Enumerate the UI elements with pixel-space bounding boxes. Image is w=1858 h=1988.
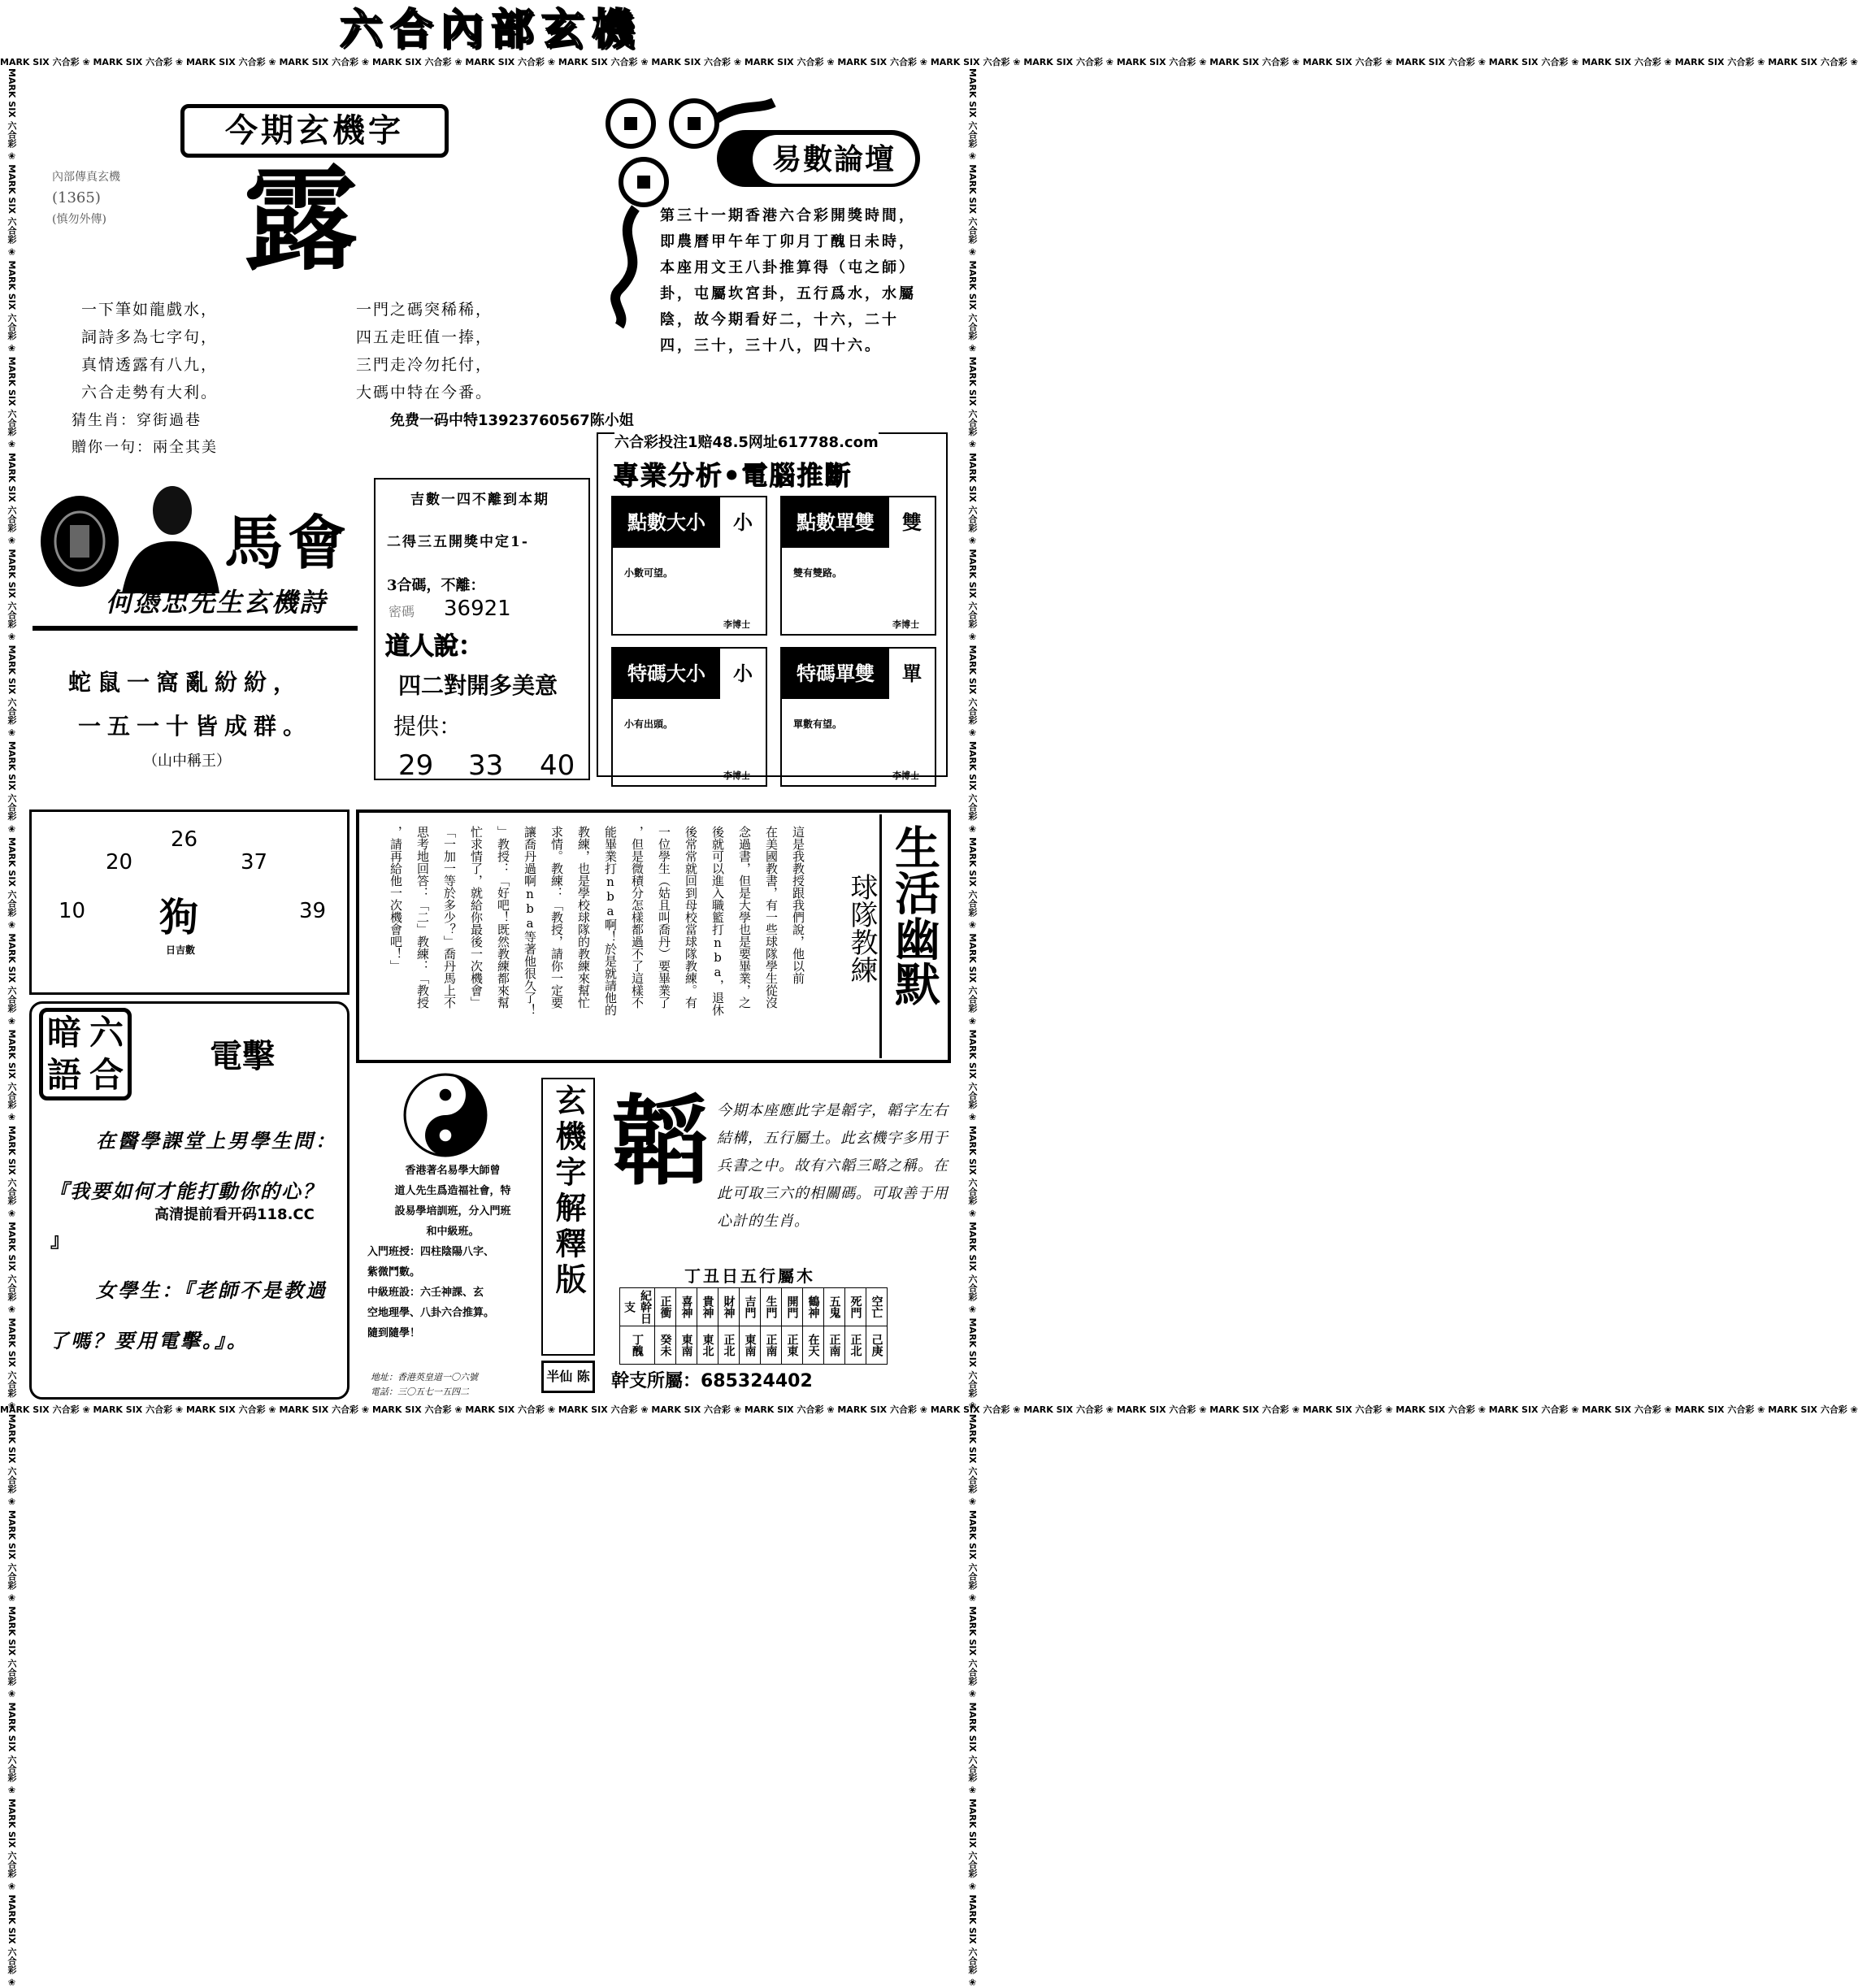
- table-title: 丁丑日五行屬木: [684, 1266, 815, 1286]
- humor-column: 」教授：「好吧！既然教練都來幫: [496, 826, 510, 1009]
- middle-line3: 3合碼，不離：: [387, 577, 485, 594]
- middle-dao-title: 道人說：: [385, 632, 483, 661]
- master-line: 道人先生爲造福社會，特: [394, 1185, 511, 1197]
- humor-column: 讓喬丹過啊nba等著他很久了！: [523, 826, 537, 1016]
- dog-number: 39: [299, 899, 327, 923]
- table-row: [620, 1288, 888, 1326]
- joke-badge-char: 六: [89, 1013, 124, 1053]
- humor-column: 忙求情了，就給你最後一次機會」: [469, 826, 484, 1009]
- humor-column: 在美國教書，有一些球隊學生從沒: [764, 826, 779, 1009]
- table-cell: 在天: [803, 1326, 824, 1365]
- table-cell: 己庚: [866, 1326, 888, 1365]
- table-row: [620, 1326, 888, 1365]
- poem-left: [81, 296, 293, 406]
- poem-line: 真情透露有八九，: [81, 356, 219, 374]
- master-line: 紫微鬥數。: [367, 1266, 421, 1278]
- humor-column: ，請再給他一次機會吧！」: [389, 826, 403, 972]
- dog-number: 37: [241, 850, 268, 875]
- mahui-title: 馬會: [224, 508, 352, 577]
- analysis-cell-value: 小: [733, 662, 753, 685]
- yin-yang-icon: [403, 1073, 488, 1157]
- dog-char: 狗: [159, 895, 199, 940]
- joke-line5: 了嗎？要用電擊。』。: [49, 1329, 249, 1352]
- middle-number: 33: [468, 749, 504, 782]
- analysis-cell-desc: 雙有雙路。: [793, 567, 843, 579]
- table-cell: 東北: [697, 1326, 718, 1365]
- humor-column: 「一加一等於多少？」喬丹馬上不: [442, 826, 457, 1009]
- dog-number: 20: [106, 850, 133, 875]
- table-cell: 癸未: [655, 1326, 676, 1365]
- master-line: 設易學培訓班，分入門班: [394, 1205, 511, 1218]
- middle-line2: 二得三五開獎中定1-: [387, 534, 529, 550]
- table-cell: 喜神: [676, 1288, 697, 1326]
- middle-number: 40: [540, 749, 575, 782]
- analysis-cell-author: 李博士: [892, 619, 919, 630]
- master-addr: 地址：香港英皇道一〇六號: [371, 1372, 478, 1382]
- analysis-cell-label: 點數單雙: [782, 497, 889, 548]
- guess-gift: 贈你一句：兩全其美: [72, 439, 218, 456]
- table-cell: 正衝: [655, 1288, 676, 1326]
- humor-column: 念過書，但是大學也是要畢業，之: [737, 826, 752, 1009]
- mahui-bar: [33, 626, 358, 631]
- xuanji-banner: 今期玄機字: [180, 104, 449, 158]
- table-cell: 吉門: [740, 1288, 761, 1326]
- analysis-cell-desc: 小有出頭。: [624, 718, 674, 730]
- humor-text: [374, 826, 810, 1058]
- joke-badge-char: 合: [89, 1055, 124, 1095]
- analysis-cell-author: 李博士: [723, 770, 750, 781]
- poem-right: [356, 296, 567, 406]
- humor-column: 思考地回答：「二」教練：「教授: [415, 826, 430, 1009]
- humor-column: ，但是微積分怎樣都過不了這樣不: [630, 826, 645, 1009]
- joke-badge-char: 語: [46, 1055, 81, 1095]
- analysis-title: 專業分析•電腦推斷: [613, 460, 853, 491]
- humor-column: 後就可以進入職籃打nba，退休: [710, 826, 725, 1016]
- analysis-cell-value: 單: [902, 662, 922, 685]
- table-cell: 死門: [845, 1288, 866, 1326]
- table-cell: 生門: [761, 1288, 782, 1326]
- joke-line3: 』: [50, 1228, 70, 1252]
- analysis-cell-label: 特碼單雙: [782, 649, 889, 699]
- analysis-cell: [611, 647, 767, 787]
- poem-line: 大碼中特在今番。: [356, 384, 493, 402]
- table-cell: 丁醜: [620, 1326, 655, 1365]
- master-line: 隨到隨學！: [367, 1327, 421, 1339]
- yishu-text: 第三十一期香港六合彩開獎時間，即農曆甲午年丁卯月丁醜日未時，本座用文王八卦推算得（屯之師）卦，屯屬坎宮卦，五行爲水，水屬陰，故今期看好二，十六，二十四，三十，三十八，四十六。: [660, 207, 916, 354]
- page-title: 六合內部玄機: [339, 5, 642, 54]
- humor-column: 後常常就回到母校當球隊教練。有: [684, 826, 698, 1009]
- dog-number: 10: [59, 899, 86, 923]
- table-cell: 正南: [824, 1326, 845, 1365]
- explain-text: 今期本座應此字是韜字，韜字左右結構，五行屬土。此玄機字多用于兵書之中。故有六韜三略之稱。在此可取三六的相關碼。可取善于用心計的生肖。: [717, 1102, 949, 1230]
- analysis-cell-value: 小: [733, 510, 753, 534]
- middle-code: 36921: [444, 597, 511, 621]
- table-cell: 鶴神: [803, 1288, 824, 1326]
- table-cell: 五鬼: [824, 1288, 845, 1326]
- master-phone: 電話：三〇五七一五四二: [371, 1387, 469, 1397]
- dog-number: 26: [171, 827, 198, 852]
- analysis-cell-author: 李博士: [892, 770, 919, 781]
- portrait-icon: [122, 480, 219, 593]
- table-cell: 正北: [845, 1326, 866, 1365]
- xuanji-note-line: (1365): [52, 189, 101, 206]
- table-footer: 幹支所屬：685324402: [611, 1371, 813, 1391]
- master-text: [367, 1161, 538, 1343]
- table-cell: 紀幹日支: [620, 1288, 655, 1326]
- analysis-cell-desc: 單數有望。: [793, 718, 843, 730]
- master-line: 中級班設：六壬神課、玄: [367, 1287, 484, 1299]
- master-line: 空地理學、八卦六合推算。: [367, 1307, 495, 1319]
- emblem-icon: [39, 493, 120, 590]
- xuanji-note: [52, 167, 182, 240]
- humor-section: 生活幽默: [888, 824, 941, 1006]
- analysis-cell: [611, 496, 767, 636]
- joke-title: 電擊: [210, 1037, 275, 1075]
- middle-provide: 提供：: [393, 713, 462, 740]
- master-line: 香港著名易學大師曾: [405, 1165, 501, 1177]
- humor-column: 能畢業打nba啊！於是就請他的: [603, 826, 618, 1016]
- explain-char: 韜: [611, 1084, 709, 1199]
- joke-line4: 女學生：『老師不是教過: [96, 1278, 328, 1302]
- middle-code-label: 密碼: [389, 604, 415, 619]
- analysis-cell-value: 雙: [902, 510, 922, 534]
- table-cell: 正北: [718, 1326, 740, 1365]
- xuanji-char: 露: [243, 154, 358, 287]
- humor-column: 這是我教授跟我們說，他以前: [791, 826, 805, 984]
- yishu-title: 易數論壇: [753, 135, 915, 184]
- analysis-cell: [780, 647, 936, 787]
- humor-column: 求情。教練：「教授，請你一定要: [549, 826, 564, 1009]
- promo-phone: 免费一码中特13923760567陈小姐: [390, 412, 634, 429]
- joke-line1: 在醫學課堂上男學生問：: [96, 1129, 337, 1152]
- master-line: 和中級班。: [426, 1226, 480, 1238]
- almanac-table: [619, 1287, 888, 1365]
- poem-line: 四五走旺值一捧，: [356, 328, 493, 346]
- right-border-strip: MARK SIX 六合彩 ❀ MARK SIX 六合彩 ❀ MARK SIX 六合彩 ❀ MARK SIX 六合彩 ❀ MARK SIX 六合彩 ❀ MARK SIX 六合彩 ❀ MARK SIX 六合彩 ❀ MARK SIX 六合彩 ❀ MARK SIX 六合彩 ❀ MARK SIX 六合彩 ❀ MARK SIX 六合彩 ❀ MARK SIX 六合彩 ❀ MARK SIX 六合彩 ❀ MARK SIX 六合彩 ❀ MARK SIX 六合彩 ❀ MARK SIX 六合彩 ❀ MARK SIX 六合彩 ❀ MARK SIX 六合彩 ❀ MARK SIX 六合彩 ❀ MARK SIX 六合彩 ❀: [967, 68, 978, 1988]
- middle-number: 29: [398, 749, 434, 782]
- table-cell: 東南: [676, 1326, 697, 1365]
- poem-line: 一門之碼突稀稀，: [356, 301, 493, 319]
- joke-badge: [39, 1008, 132, 1100]
- humor-title: 球隊教練: [845, 873, 878, 983]
- joke-badge-char: 暗: [46, 1013, 81, 1053]
- dog-caption: 日吉數: [166, 944, 196, 956]
- poem-line: 三門走冷勿托付，: [356, 356, 493, 374]
- joke-line2: 『我要如何才能打動你的心？: [49, 1179, 323, 1203]
- master-line: 入門班授：四柱陰陽八字、: [367, 1246, 495, 1258]
- poem-line: 一下筆如龍戲水，: [81, 301, 219, 319]
- bottom-border-strip: MARK SIX 六合彩 ❀ MARK SIX 六合彩 ❀ MARK SIX 六合彩 ❀ MARK SIX 六合彩 ❀ MARK SIX 六合彩 ❀ MARK SIX 六合彩 ❀ MARK SIX 六合彩 ❀ MARK SIX 六合彩 ❀ MARK SIX 六合彩 ❀ MARK SIX 六合彩 ❀ MARK SIX 六合彩 ❀ MARK SIX 六合彩 ❀ MARK SIX 六合彩 ❀ MARK SIX 六合彩 ❀ MARK SIX 六合彩 ❀ MARK SIX 六合彩 ❀ MARK SIX 六合彩 ❀ MARK SIX 六合彩 ❀ MARK SIX 六合彩 ❀ MARK SIX 六合彩 ❀: [0, 1404, 1858, 1415]
- table-cell: 開門: [782, 1288, 803, 1326]
- mahui-credit: （山中稱王）: [143, 753, 231, 770]
- promo-url: 六合彩投注1赔48.5网址617788.com: [614, 431, 879, 452]
- humor-column: 一位學生（姑且叫喬丹）要畢業了: [657, 826, 671, 1009]
- mahui-subtitle: 何憑忠先生玄機詩: [106, 587, 328, 618]
- analysis-cell-label: 特碼大小: [613, 649, 720, 699]
- table-cell: 貴神: [697, 1288, 718, 1326]
- table-cell: 正南: [761, 1326, 782, 1365]
- xuanji-note-line: 內部傳真玄機: [52, 171, 120, 184]
- guess-zodiac: 猜生肖：穿街過巷: [72, 412, 202, 429]
- mahui-poem-line: 一五一十皆成群。: [78, 713, 313, 740]
- table-cell: 空亡: [866, 1288, 888, 1326]
- top-border-strip: MARK SIX 六合彩 ❀ MARK SIX 六合彩 ❀ MARK SIX 六合彩 ❀ MARK SIX 六合彩 ❀ MARK SIX 六合彩 ❀ MARK SIX 六合彩 ❀ MARK SIX 六合彩 ❀ MARK SIX 六合彩 ❀ MARK SIX 六合彩 ❀ MARK SIX 六合彩 ❀ MARK SIX 六合彩 ❀ MARK SIX 六合彩 ❀ MARK SIX 六合彩 ❀ MARK SIX 六合彩 ❀ MARK SIX 六合彩 ❀ MARK SIX 六合彩 ❀ MARK SIX 六合彩 ❀ MARK SIX 六合彩 ❀ MARK SIX 六合彩 ❀ MARK SIX 六合彩 ❀: [0, 57, 1858, 67]
- joke-promo: 高清提前看开码118.CC: [154, 1206, 315, 1223]
- table-cell: 東南: [740, 1326, 761, 1365]
- humor-column: 教練，也是學校球隊的教練來幫忙: [576, 826, 591, 1009]
- left-border-strip: MARK SIX 六合彩 ❀ MARK SIX 六合彩 ❀ MARK SIX 六合彩 ❀ MARK SIX 六合彩 ❀ MARK SIX 六合彩 ❀ MARK SIX 六合彩 ❀ MARK SIX 六合彩 ❀ MARK SIX 六合彩 ❀ MARK SIX 六合彩 ❀ MARK SIX 六合彩 ❀ MARK SIX 六合彩 ❀ MARK SIX 六合彩 ❀ MARK SIX 六合彩 ❀ MARK SIX 六合彩 ❀ MARK SIX 六合彩 ❀ MARK SIX 六合彩 ❀ MARK SIX 六合彩 ❀ MARK SIX 六合彩 ❀ MARK SIX 六合彩 ❀ MARK SIX 六合彩 ❀: [7, 68, 17, 1988]
- table-cell: 財神: [718, 1288, 740, 1326]
- xuanji-note-line: (慎勿外傳): [52, 213, 106, 226]
- middle-line1: 吉數一四不離到本期: [410, 492, 549, 508]
- poem-line: 詞詩多為七字句，: [81, 328, 219, 346]
- middle-dao-text: 四二對開多美意: [398, 672, 558, 699]
- analysis-cell-author: 李博士: [723, 619, 750, 630]
- analysis-cell-desc: 小數可望。: [624, 567, 674, 579]
- explain-seal: 半仙 陈: [541, 1361, 595, 1393]
- analysis-cell: [780, 496, 936, 636]
- poem-line: 六合走勢有大利。: [81, 384, 219, 402]
- analysis-cell-label: 點數大小: [613, 497, 720, 548]
- mahui-poem-line: 蛇鼠一窩亂紛紛，: [68, 669, 303, 696]
- explain-title: 玄機字解釋版: [550, 1084, 587, 1299]
- table-cell: 正東: [782, 1326, 803, 1365]
